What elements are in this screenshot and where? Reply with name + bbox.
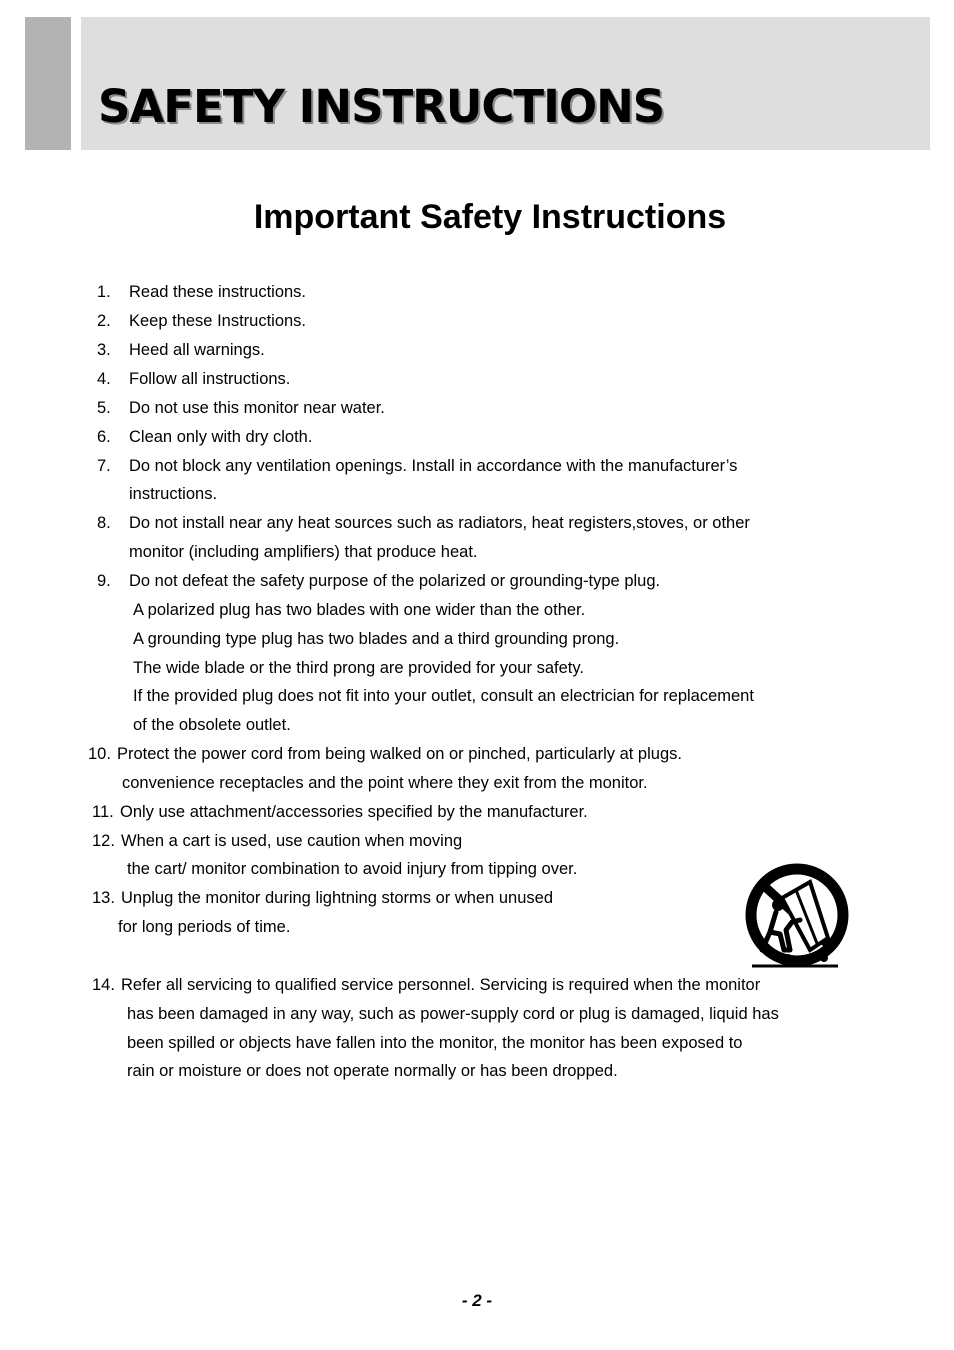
item-continuation: for long periods of time. — [118, 918, 291, 936]
page-number: - 2 - — [461, 1291, 493, 1310]
item-text: Protect the power cord from being walked on or pinched, particularly at plugs. — [117, 745, 682, 763]
item-text: Do not install near any heat sources such as radiators, heat registers,stoves, or other — [129, 514, 750, 532]
page-title: Important Safety Instructions — [253, 198, 727, 236]
item-text: Clean only with dry cloth. — [129, 428, 313, 446]
item-continuation: monitor (including amplifiers) that produce heat. — [129, 543, 478, 561]
item-text: Heed all warnings. — [129, 341, 265, 359]
item-continuation: If the provided plug does not fit into your outlet, consult an electrician for replacement — [133, 687, 754, 705]
item-continuation: rain or moisture or does not operate normally or has been dropped. — [127, 1062, 618, 1080]
item-number: 13. — [92, 889, 115, 907]
item-text: Do not defeat the safety purpose of the polarized or grounding-type plug. — [129, 572, 661, 590]
item-text: Keep these Instructions. — [129, 312, 307, 330]
item-number: 11. — [92, 803, 114, 821]
item-continuation: A grounding type plug has two blades and a third grounding prong. — [133, 630, 620, 648]
item-continuation: the cart/ monitor combination to avoid injury from tipping over. — [127, 860, 578, 878]
item-text: Unplug the monitor during lightning storms or when unused — [121, 889, 553, 907]
item-number: 6. — [97, 428, 111, 446]
item-text: Read these instructions. — [129, 283, 307, 301]
item-number: 3. — [97, 341, 111, 359]
item-text: Refer all servicing to qualified service personnel. Servicing is required when the monitor — [121, 976, 761, 994]
item-continuation: been spilled or objects have fallen into the monitor, the monitor has been exposed to — [127, 1034, 743, 1052]
item-number: 2. — [97, 312, 111, 330]
no-cart-tipping-icon — [740, 860, 852, 970]
item-number: 14. — [92, 976, 115, 994]
item-text: Only use attachment/accessories specified by the manufacturer. — [120, 803, 588, 821]
item-number: 12. — [92, 832, 115, 850]
item-number: 5. — [97, 399, 111, 417]
item-number: 1. — [97, 283, 111, 301]
banner-title: SAFETY INSTRUCTIONS — [98, 80, 665, 133]
item-continuation: instructions. — [129, 485, 218, 503]
item-number: 4. — [97, 370, 111, 388]
item-text: Do not block any ventilation openings. Install in accordance with the manufacturer’s — [129, 457, 738, 475]
item-text: Do not use this monitor near water. — [129, 399, 385, 417]
item-number: 9. — [97, 572, 111, 590]
item-number: 8. — [97, 514, 111, 532]
item-continuation: has been damaged in any way, such as power-supply cord or plug is damaged, liquid has — [127, 1005, 779, 1023]
header-banner-tab — [25, 17, 71, 150]
item-continuation: of the obsolete outlet. — [133, 716, 291, 734]
item-continuation: The wide blade or the third prong are provided for your safety. — [133, 659, 584, 677]
item-number: 10. — [88, 745, 111, 763]
item-continuation: convenience receptacles and the point where they exit from the monitor. — [122, 774, 648, 792]
item-text: When a cart is used, use caution when moving — [121, 832, 463, 850]
item-continuation: A polarized plug has two blades with one wider than the other. — [133, 601, 586, 619]
item-text: Follow all instructions. — [129, 370, 291, 388]
item-number: 7. — [97, 457, 111, 475]
